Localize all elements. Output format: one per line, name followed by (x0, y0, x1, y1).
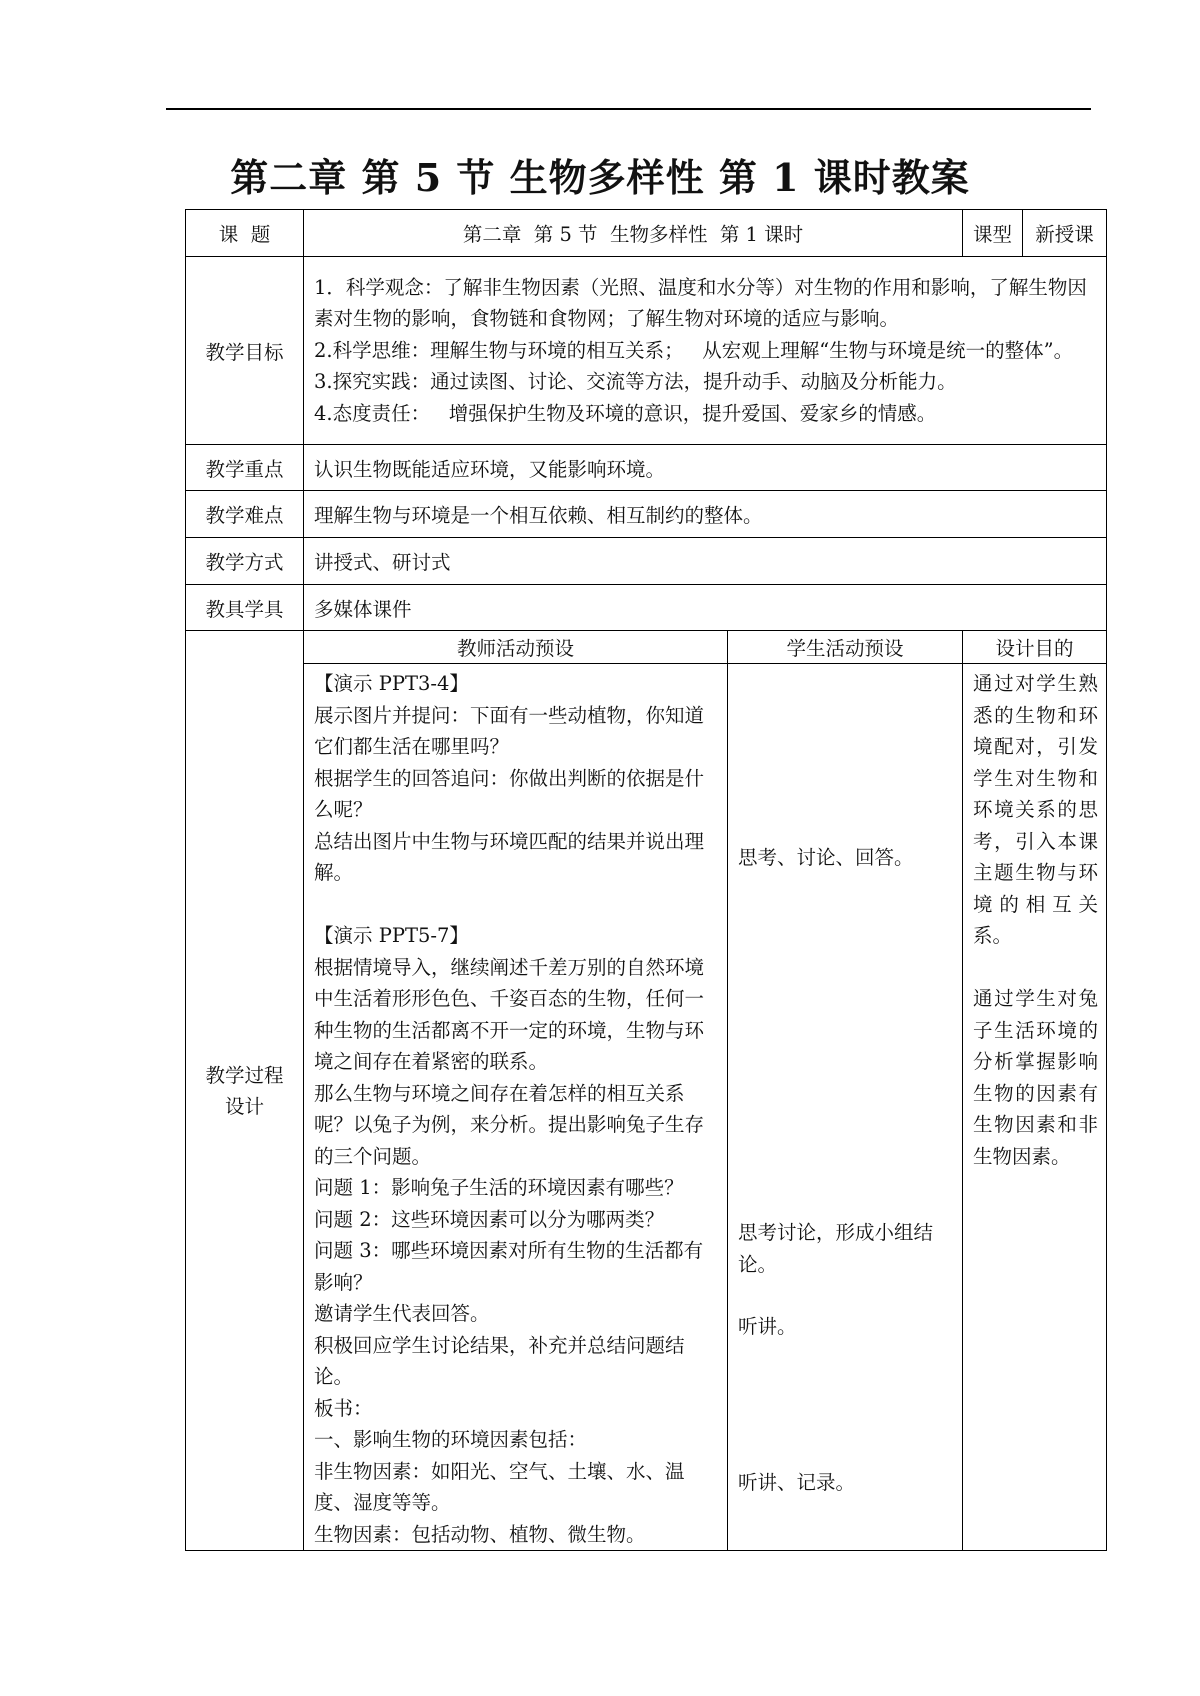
goals-label: 教学目标 (186, 257, 304, 445)
teacher-line: 积极回应学生讨论结果，补充并总结问题结论。 (314, 1333, 685, 1388)
row-process-header (186, 631, 1107, 664)
topic-value-text: 第二章 第 5 节 生物多样性 第 1 课时 (462, 223, 804, 246)
difficulty-value: 理解生物与环境是一个相互依赖、相互制约的整体。 (304, 491, 1107, 538)
teacher-line: 生物因素：包括动物、植物、微生物。 (314, 1522, 646, 1546)
method-label: 教学方式 (186, 538, 304, 585)
student-item: 思考、讨论、回答。 (738, 846, 914, 869)
design-purpose (963, 664, 1107, 1551)
teacher-line: 问题 3：哪些环境因素对所有生物的生活都有影响？ (314, 1239, 704, 1294)
student-activities (728, 664, 963, 1551)
row-process-content (186, 664, 1107, 1551)
row-focus (186, 445, 1107, 491)
row-tools (186, 585, 1107, 631)
teacher-line: 问题 1：影响兔子生活的环境因素有哪些？ (314, 1176, 684, 1199)
teacher-line: 根据学生的回答追问：你做出判断的依据是什么呢？ (314, 766, 705, 821)
student-item: 思考讨论，形成小组结论。 (738, 1221, 934, 1276)
document-title: 第二章 第 5 节 生物多样性 第 1 课时教案 (230, 155, 970, 200)
teacher-line: 非生物因素：如阳光、空气、土壤、水、温度、湿度等等。 (314, 1459, 685, 1514)
student-item: 听讲。 (738, 1315, 797, 1338)
goals-content (304, 257, 1107, 445)
process-label-line: 设计 (224, 1094, 264, 1118)
process-label-line: 教学过程 (205, 1063, 284, 1087)
topic-label-text: 课 题 (218, 223, 271, 246)
goal-item: 2.科学思维：理解生物与环境的相互关系； 从宏观上理解“生物与环境是统一的整体”。 (314, 338, 1074, 362)
teacher-line: 总结出图片中生物与环境匹配的结果并说出理解。 (314, 829, 705, 884)
type-value: 新授课 (1023, 210, 1107, 257)
process-label (186, 631, 304, 1551)
teacher-activities (304, 664, 728, 1551)
row-goals (186, 257, 1107, 445)
teacher-line: 【演示 PPT3-4】 (314, 672, 469, 695)
goal-item: 3.探究实践：通过读图、讨论、交流等方法，提升动手、动脑及分析能力。 (314, 370, 957, 394)
teacher-line: 问题 2：这些环境因素可以分为哪两类？ (314, 1207, 665, 1231)
row-topic (186, 210, 1107, 257)
purpose-item: 通过对学生熟悉的生物和环境配对，引发学生对生物和环境关系的思考，引入本课主题生物与环境的相互关系。 (973, 672, 1098, 947)
method-value: 讲授式、研讨式 (304, 538, 1107, 585)
purpose-spacer (973, 952, 1098, 984)
tools-value: 多媒体课件 (304, 585, 1107, 631)
col-student-header: 学生活动预设 (728, 631, 963, 664)
focus-value: 认识生物既能适应环境，又能影响环境。 (304, 445, 1107, 491)
focus-label: 教学重点 (186, 445, 304, 491)
purpose-item: 通过学生对兔子生活环境的分析掌握影响生物的因素有生物因素和非生物因素。 (973, 987, 1098, 1168)
lesson-plan-table (185, 209, 1107, 1551)
row-difficulty (186, 491, 1107, 538)
col-purpose-header: 设计目的 (963, 631, 1107, 664)
teacher-line: 板书： (314, 1396, 373, 1420)
col-teacher-header: 教师活动预设 (304, 631, 728, 664)
teacher-line: 那么生物与环境之间存在着怎样的相互关系呢？以兔子为例，来分析。提出影响兔子生存的三个问题。 (314, 1081, 705, 1168)
type-label: 课型 (963, 210, 1023, 257)
teacher-line: 邀请学生代表回答。 (314, 1302, 490, 1325)
topic-label (186, 210, 304, 257)
header-rule (166, 108, 1091, 110)
teacher-line: 一、影响生物的环境因素包括： (314, 1428, 588, 1451)
topic-value (304, 210, 963, 257)
teacher-line (314, 889, 717, 921)
goal-item: 4.态度责任： 增强保护生物及环境的意识，提升爱国、爱家乡的情感。 (314, 401, 937, 425)
teacher-line: 展示图片并提问：下面有一些动植物，你知道它们都生活在哪里吗？ (314, 703, 705, 758)
student-item: 听讲、记录。 (738, 1471, 856, 1494)
row-method (186, 538, 1107, 585)
teacher-line: 【演示 PPT5-7】 (314, 924, 469, 947)
tools-label: 教具学具 (186, 585, 304, 631)
difficulty-label: 教学难点 (186, 491, 304, 538)
goal-item: 1．科学观念：了解非生物因素（光照、温度和水分等）对生物的作用和影响，了解生物因素对生物的影响，食物链和食物网；了解生物对环境的适应与影响。 (314, 275, 1087, 331)
teacher-line: 根据情境导入，继续阐述千差万别的自然环境中生活着形形色色、千姿百态的生物，任何一种生物的生活都离不开一定的环境，生物与环境之间存在着紧密的联系。 (314, 955, 705, 1073)
